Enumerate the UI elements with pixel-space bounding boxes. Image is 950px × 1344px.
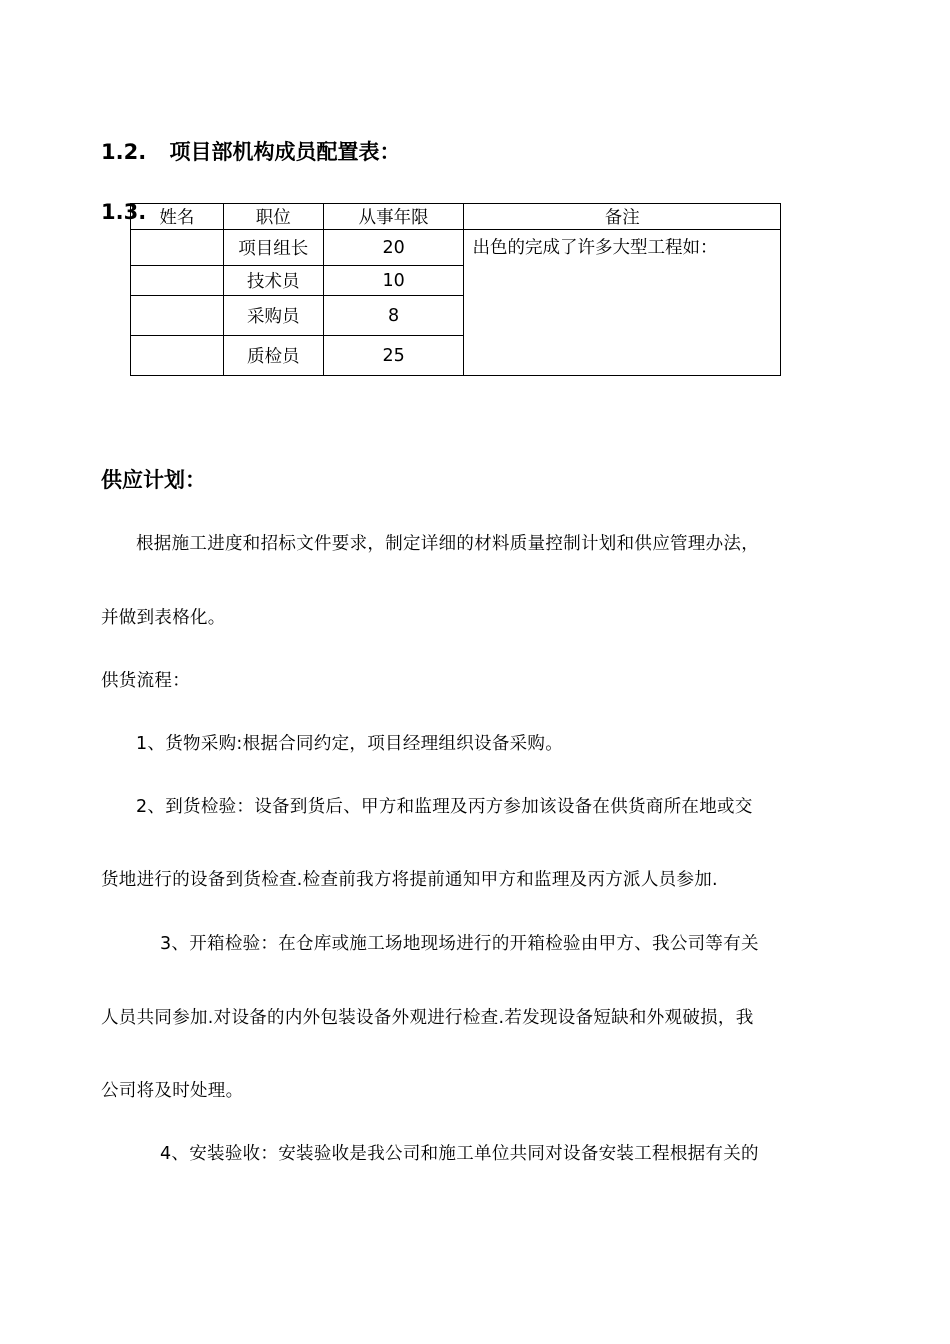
supply-plan-title: 供应计划： bbox=[101, 468, 206, 492]
cell-position: 质检员 bbox=[223, 336, 323, 376]
cell-name bbox=[131, 336, 224, 376]
section-1-2-heading bbox=[101, 136, 401, 166]
table-header-row bbox=[131, 204, 781, 230]
section-title: 项目部机构成员配置表： bbox=[169, 140, 401, 164]
supply-intro-line-1: 根据施工进度和招标文件要求，制定详细的材料质量控制计划和供应管理办法， bbox=[136, 534, 759, 554]
cell-years: 8 bbox=[323, 296, 464, 336]
cell-years: 10 bbox=[323, 266, 464, 296]
staff-table bbox=[130, 203, 781, 376]
flow-label: 供货流程： bbox=[101, 671, 190, 691]
cell-notes: 出色的完成了许多大型工程如： bbox=[464, 230, 781, 376]
step-1: 1、货物采购:根据合同约定，项目经理组织设备采购。 bbox=[136, 734, 564, 754]
section-number: 1.2. bbox=[101, 140, 147, 164]
header-position: 职位 bbox=[223, 204, 323, 230]
step-3-line-3: 公司将及时处理。 bbox=[101, 1081, 244, 1101]
header-notes: 备注 bbox=[464, 204, 781, 230]
cell-name bbox=[131, 230, 224, 266]
cell-name bbox=[131, 296, 224, 336]
step-3-line-2: 人员共同参加.对设备的内外包装设备外观进行检查.若发现设备短缺和外观破损，我 bbox=[101, 1008, 754, 1028]
section-1-3-number: 1.3. bbox=[101, 200, 147, 224]
step-4-line-1: 4、安装验收：安装验收是我公司和施工单位共同对设备安装工程根据有关的 bbox=[160, 1144, 759, 1164]
supply-intro-line-2: 并做到表格化。 bbox=[101, 608, 226, 628]
step-2-line-1: 2、到货检验：设备到货后、甲方和监理及丙方参加该设备在供货商所在地或交 bbox=[136, 797, 753, 817]
header-name: 姓名 bbox=[131, 204, 224, 230]
cell-position: 技术员 bbox=[223, 266, 323, 296]
cell-position: 项目组长 bbox=[223, 230, 323, 266]
cell-years: 25 bbox=[323, 336, 464, 376]
table-row bbox=[131, 230, 781, 266]
step-3-line-1: 3、开箱检验：在仓库或施工场地现场进行的开箱检验由甲方、我公司等有关 bbox=[160, 934, 759, 954]
cell-years: 20 bbox=[323, 230, 464, 266]
cell-name bbox=[131, 266, 224, 296]
cell-position: 采购员 bbox=[223, 296, 323, 336]
header-years: 从事年限 bbox=[323, 204, 464, 230]
step-2-line-2: 货地进行的设备到货检查.检查前我方将提前通知甲方和监理及丙方派人员参加. bbox=[101, 870, 718, 890]
